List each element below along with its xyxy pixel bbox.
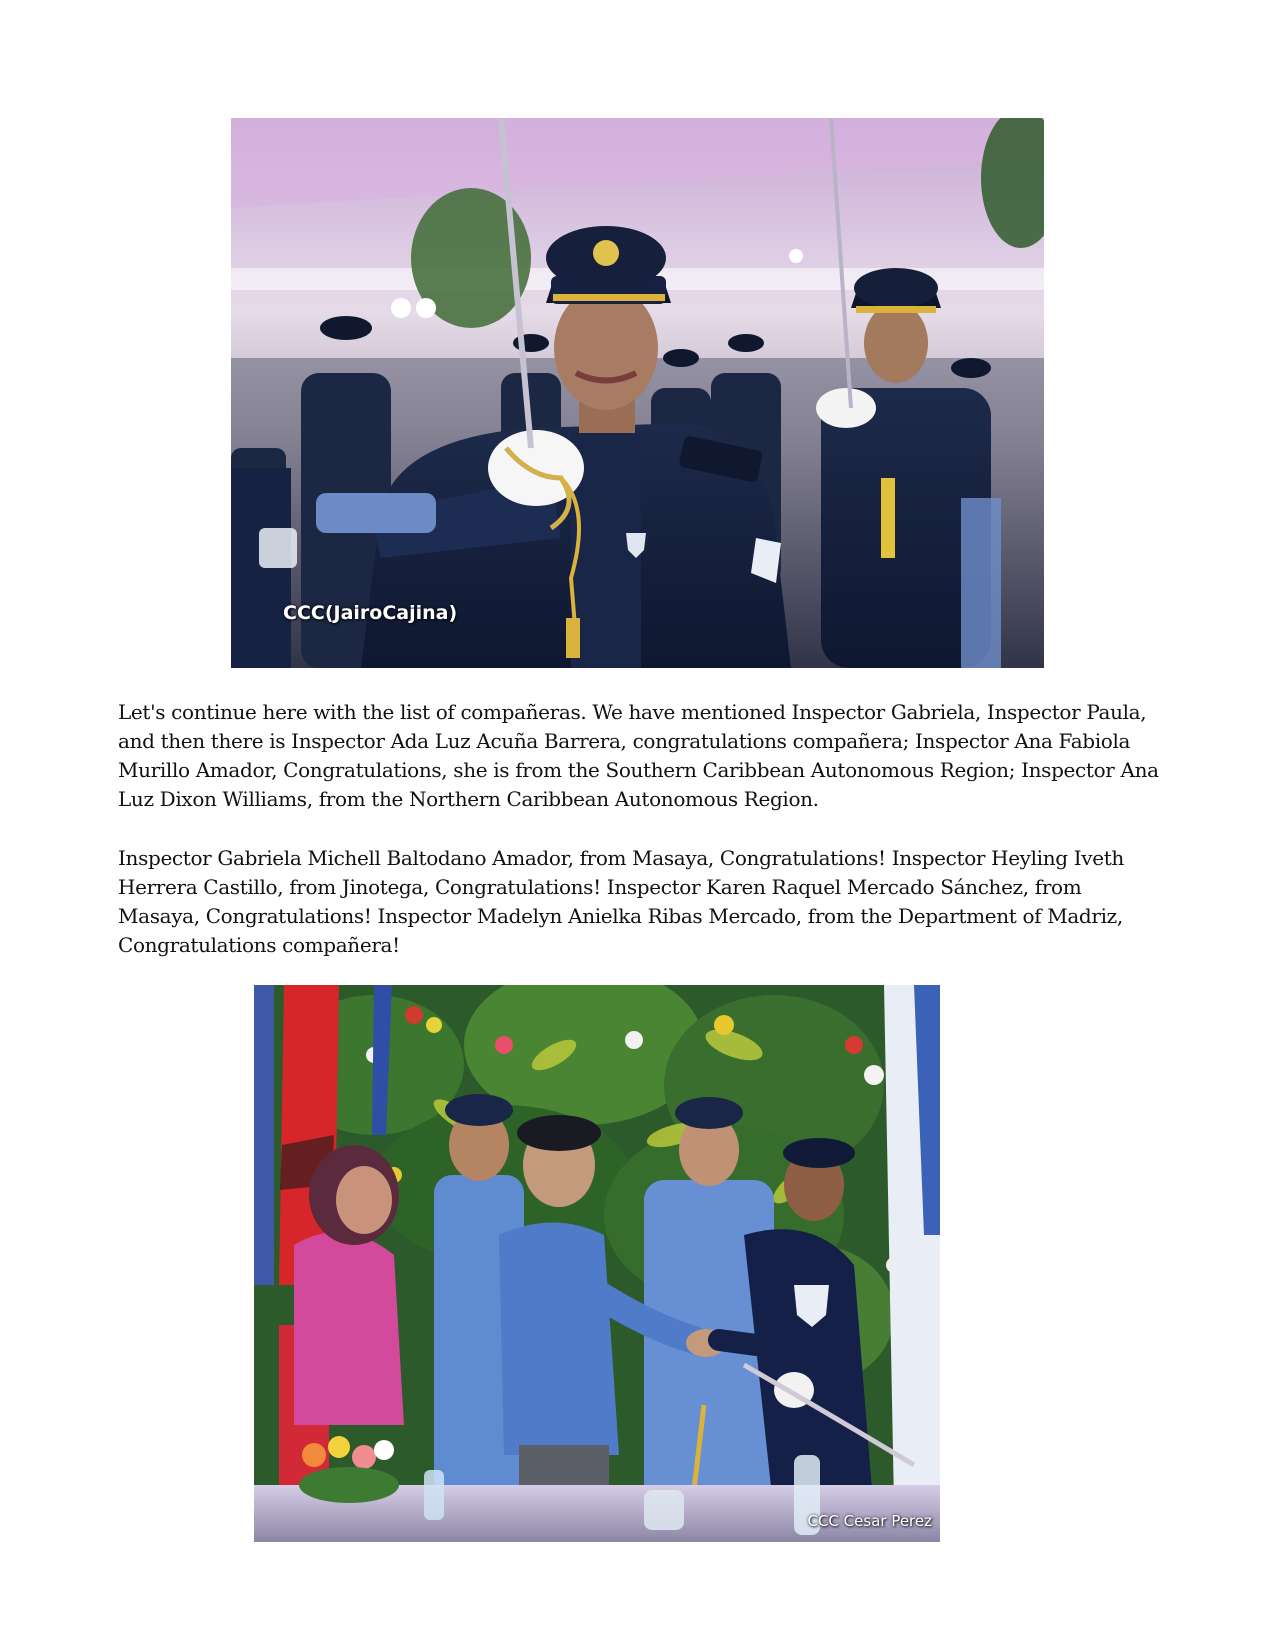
- ceremony-photo-top: [231, 118, 1044, 668]
- photo-credit-top: CCC(JairoCajina): [283, 602, 458, 624]
- ceremony-photo-top-image: [231, 118, 1044, 668]
- paragraph-inspectors-list: Inspector Gabriela Michell Baltodano Amador, from Masaya, Congratulations! Inspector Heyling Iveth Herrera Castillo, from Jinotega, Congratulations! Inspector Karen Raquel Mercado Sánchez, from Masaya, Congratulations! Inspector Madelyn Anielka Ribas Mercado, from the Department of Madriz, Congratulations compañera!: [118, 846, 1124, 957]
- ceremony-photo-bottom-image: [254, 985, 940, 1542]
- ceremony-photo-bottom: [254, 985, 940, 1542]
- paragraph-companeras-list: Let's continue here with the list of compañeras. We have mentioned Inspector Gabriela, Inspector Paula, and then there is Inspector Ada Luz Acuña Barrera, congratulations compañera; Inspector Ana Fabiola Murillo Amador, Congratulations, she is from the Southern Caribbean Autonomous Region; Inspector Ana Luz Dixon Williams, from the Northern Caribbean Autonomous Region.: [118, 700, 1159, 811]
- photo-credit-bottom: CCC Cesar Perez: [807, 1512, 932, 1530]
